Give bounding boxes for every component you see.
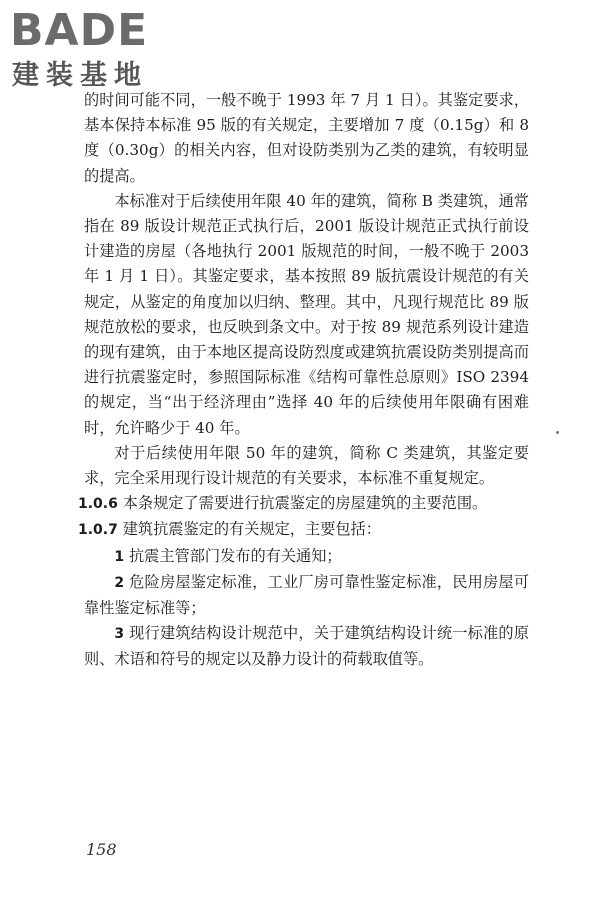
page-content [78,88,530,673]
section-text: 建筑抗震鉴定的有关规定，主要包括： [122,520,381,539]
list-item [84,570,529,621]
list-item [84,621,529,672]
item-text: 抗震主管部门发布的有关通知； [128,546,342,565]
paragraph-class-c: 对于后续使用年限 50 年的建筑，简称 C 类建筑，其鉴定要求，完全采用现行设计规范的有关要求，本标准不重复规定。 [84,443,529,488]
paragraph-class-b: 本标准对于后续使用年限 40 年的建筑，简称 B 类建筑，通常指在 89 版设计规范正式执行后，2001 版设计规范正式执行前设计建造的房屋（各地执行 2001 版规范的时间，一般不晚于 2003 年 1 月 1 日）。其鉴定要求，基本按照 89 版抗震设计规范的有关规定，从鉴定的角度加以归纳、整理。其中，凡现行规范比 89 版规范放松的要求，也反映到条文中。对于按 89 规范系列设计建造的现有建筑，由于本地区提高设防烈度或建筑抗震设防类别提高而进行抗震鉴定时，参照国际标准《结构可靠性总原则》ISO 2394 的规定，当“出于经济理由”选择 40 年的后续使用年限确有困难时，允许略少于 40 年。 [84,191,529,437]
scan-speck [556,431,559,434]
section-text: 本条规定了需要进行抗震鉴定的房屋建筑的主要范围。 [122,494,488,513]
logo-text-en: BADE [10,5,149,56]
section-1-0-6 [78,491,529,517]
item-text: 危险房屋鉴定标准，工业厂房可靠性鉴定标准，民用房屋可靠性鉴定标准等； [84,572,530,618]
item-number: 1 [114,548,125,565]
section-number: 1.0.7 [78,522,118,539]
item-number: 2 [114,574,125,591]
page-number: 158 [86,840,117,859]
item-text: 现行建筑结构设计规范中，关于建筑结构设计统一标准的原则、术语和符号的规定以及静力设计的荷载取值等。 [84,624,530,669]
section-number: 1.0.6 [78,496,118,513]
bade-logo [10,4,180,94]
item-number: 3 [114,626,125,643]
paragraph-continued: 的时间可能不同，一般不晚于 1993 年 7 月 1 日）。其鉴定要求，基本保持本标准 95 版的有关规定，主要增加 7 度（0.15g）和 8 度（0.30g）的相关内容，但对设防类别为乙类的建筑，有较明显的提高。 [84,91,529,185]
list-item [84,544,529,570]
logo-text-cn: 建装基地 [12,60,148,91]
section-1-0-7 [78,517,529,543]
